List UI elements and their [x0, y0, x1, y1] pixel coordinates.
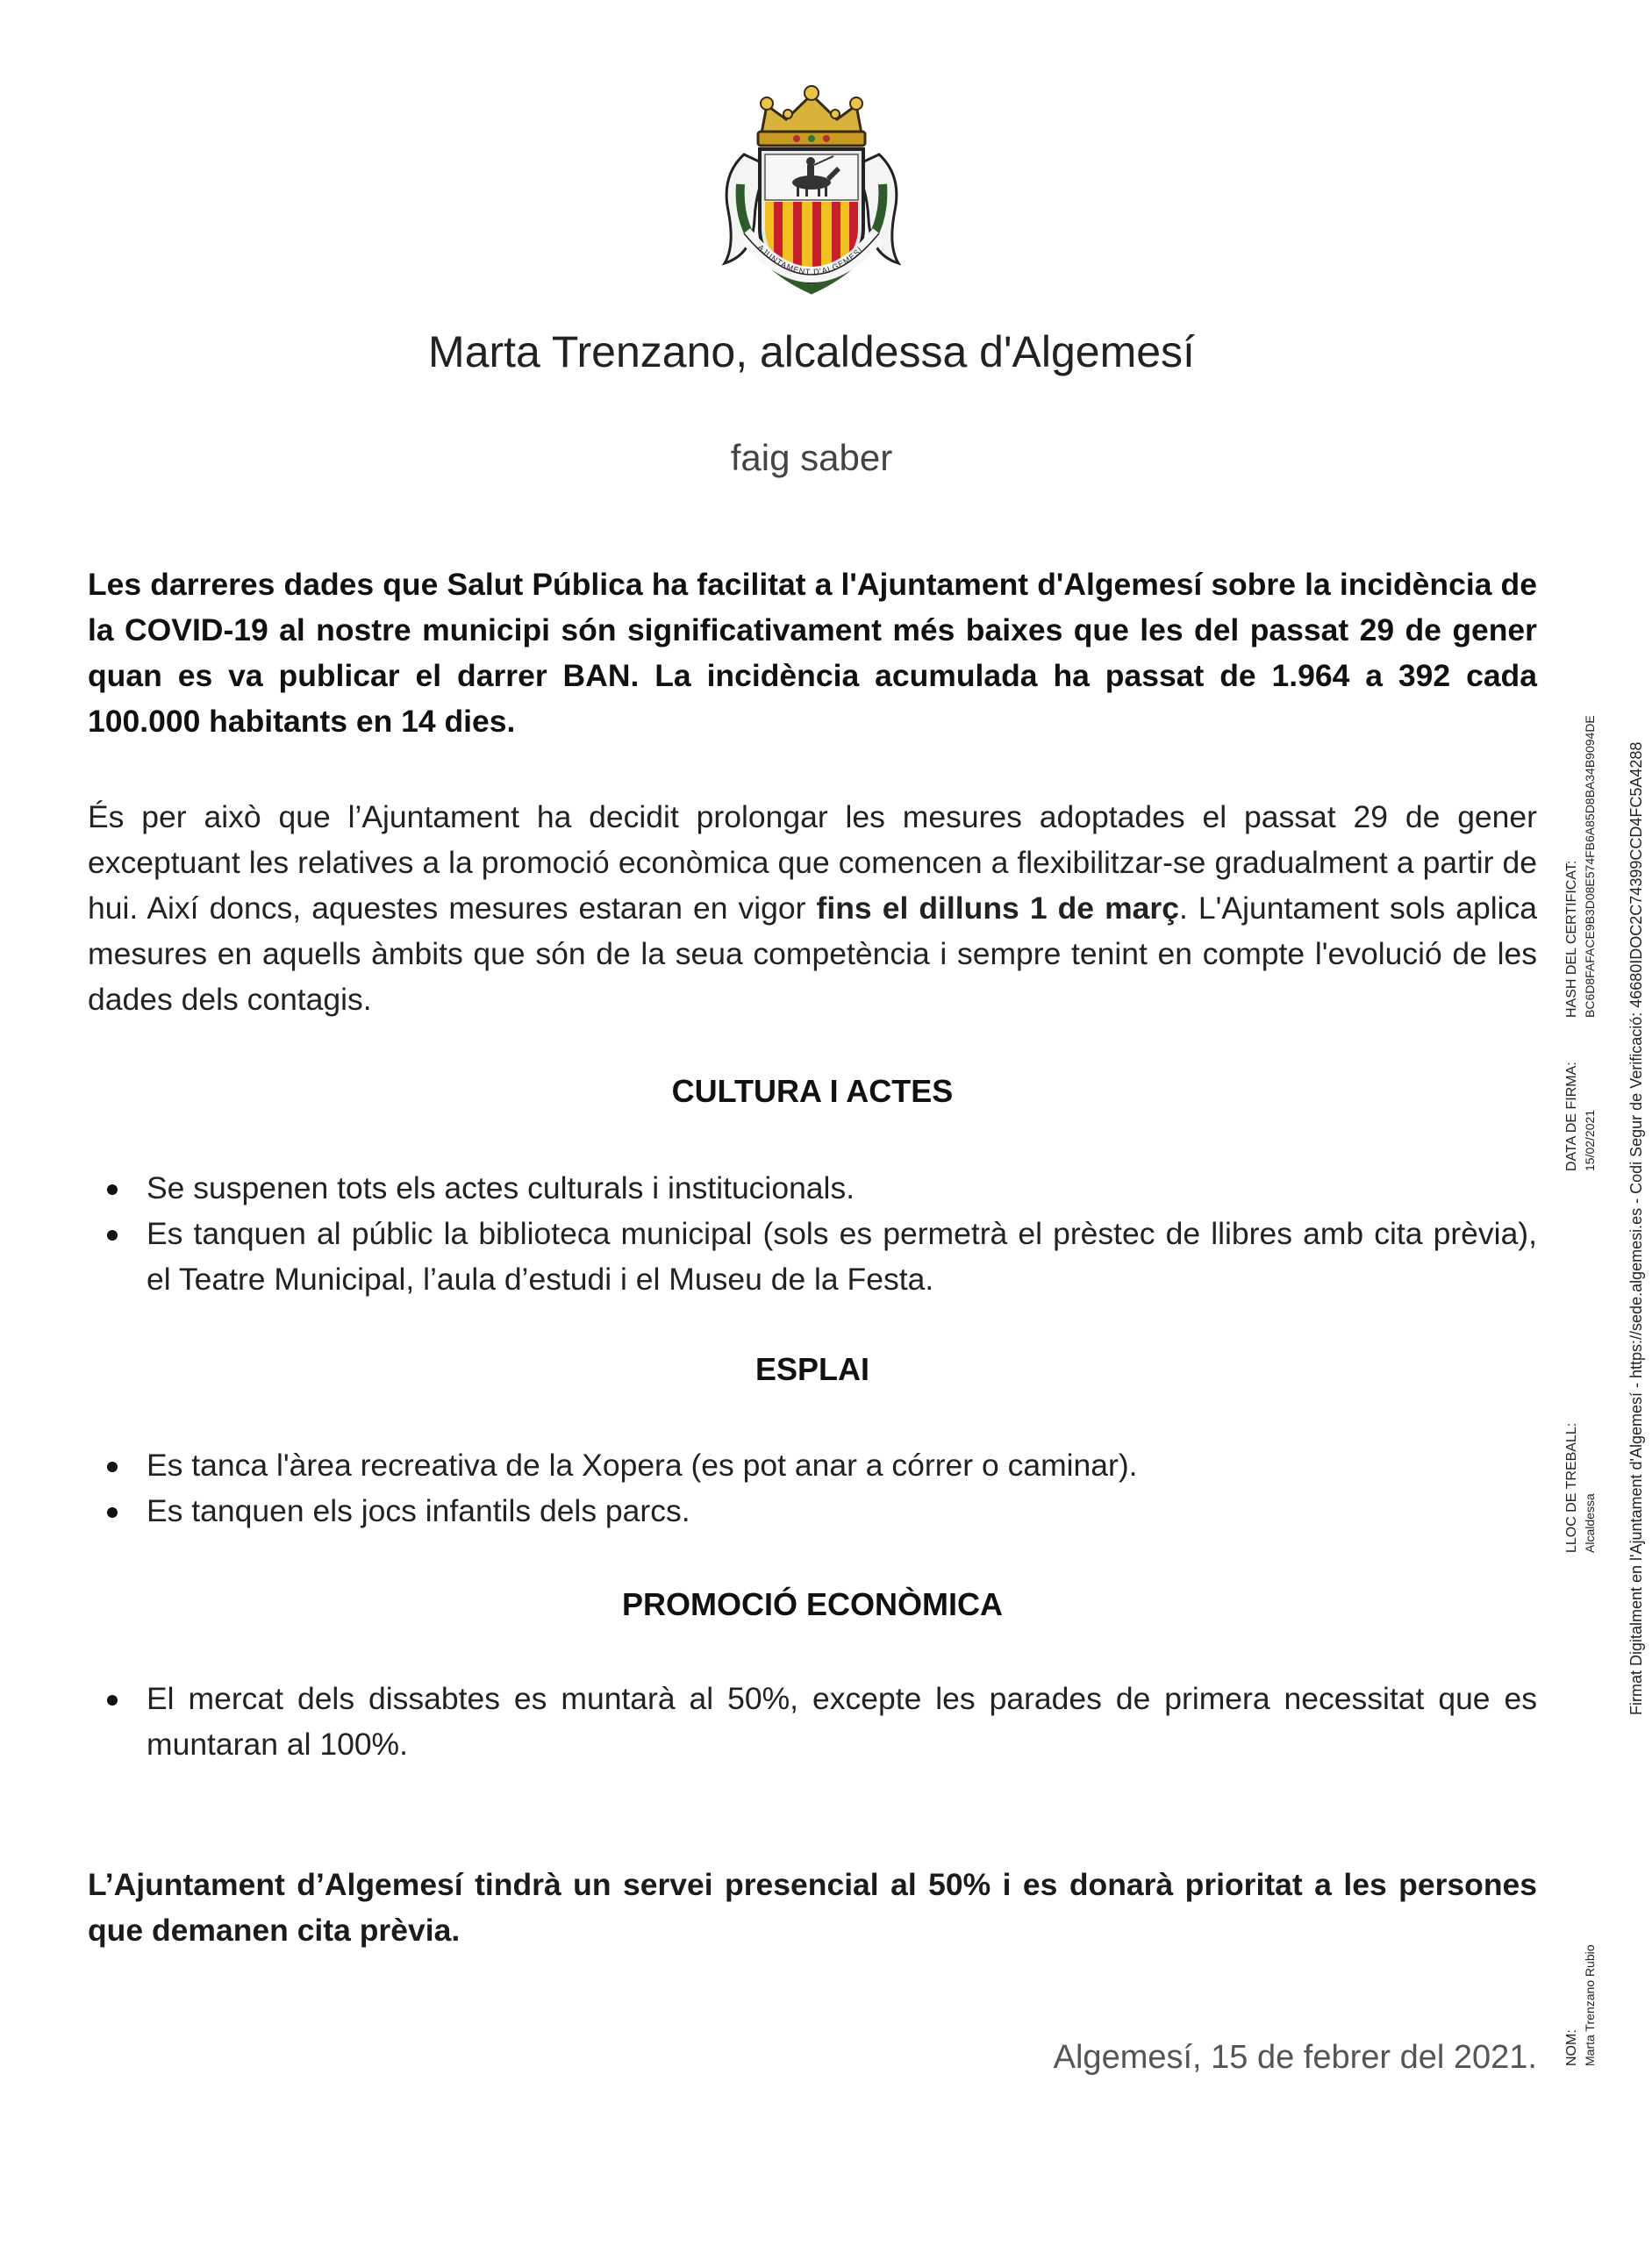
bullet-icon — [107, 1230, 118, 1241]
section-heading-promocio: PROMOCIÓ ECONÒMICA — [621, 1586, 1003, 1622]
list-item: Se suspenen tots els actes culturals i institucionals. — [88, 1165, 1537, 1211]
signature-hash-value: BC6D8FAFACE9B3D08E574FB6A85D8BA34B9094DE — [1583, 715, 1597, 1018]
section-heading-cultura: CULTURA I ACTES — [671, 1073, 954, 1109]
signature-lloc-label: LLOC DE TREBALL: — [1564, 1422, 1579, 1553]
list-item: El mercat dels dissabtes es muntarà al 50%, excepte les parades de primera necessitat que es muntaran al 100%. — [88, 1676, 1537, 1767]
bullet-icon — [107, 1462, 118, 1472]
section-heading-esplai: ESPLAI — [754, 1351, 870, 1387]
bullet-list-promocio — [88, 1676, 1537, 1767]
signature-nom-label: NOM: — [1564, 2029, 1579, 2066]
signature-nom-value: Marta Trenzano Rubio — [1583, 1944, 1597, 2066]
signature-data-value: 15/02/2021 — [1583, 1109, 1597, 1171]
list-item: Es tanquen els jocs infantils dels parcs. — [88, 1488, 1537, 1534]
coat-of-arms-logo — [709, 79, 914, 298]
paragraph-text: És per això que l’Ajuntament ha decidit prolongar les mesures adoptades el passat 29 de gener exceptuant les relatives a la promoció econòmica que comencen a flexibilitzar-se gradualment a partir de hui. Així doncs, aquestes mesures estaran en vigor — [88, 799, 1537, 926]
paragraph-highlight: fins el dilluns 1 de març — [816, 891, 1179, 926]
crown-icon — [758, 86, 865, 146]
signature-lloc-value: Alcaldessa — [1583, 1493, 1597, 1553]
list-item: Es tanca l'àrea recreativa de la Xopera (es pot anar a córrer o caminar). — [88, 1442, 1537, 1488]
page-subtitle: faig saber — [730, 437, 893, 478]
signature-data-label: DATA DE FIRMA: — [1564, 1062, 1579, 1171]
bullet-icon — [107, 1184, 118, 1195]
signature-hash-label: HASH DEL CERTIFICAT: — [1564, 860, 1579, 1018]
closing-paragraph: L’Ajuntament d’Algemesí tindrà un servei presencial al 50% i es donarà prioritat a les persones que demanen cita prèvia. — [88, 1867, 1537, 1948]
bullet-icon — [107, 1507, 118, 1518]
page-title: Marta Trenzano, alcaldessa d'Algemesí — [428, 327, 1195, 376]
bullet-list-cultura — [88, 1165, 1537, 1302]
document-date: Algemesí, 15 de febrer del 2021. — [1053, 2039, 1537, 2076]
bullet-list-esplai — [88, 1442, 1537, 1534]
paragraph-text-end: . L'Ajuntament sols aplica mesures en aquells àmbits que són de la seua competència i sempre tenint en compte l'evolució de les dades dels contagis. — [88, 891, 1537, 1017]
bullet-icon — [107, 1695, 118, 1706]
logo-ribbon-text: AJUNTAMENT D'ALGEMESÍ — [755, 242, 865, 277]
intro-paragraph: Les darreres dades que Salut Pública ha facilitat a l'Ajuntament d'Algemesí sobre la incidència de la COVID-19 al nostre municipi són significativament més baixes que les del passat 29 de gener quan es va publicar el darrer BAN. La incidència acumulada ha passat de 1.964 a 392 cada 100.000 habitants en 14 dies. — [88, 567, 1537, 739]
measures-paragraph — [88, 794, 1537, 1022]
signature-verification: Firmat Digitalment en l'Ajuntament d'Algemesí - https://sede.algemesi.es - Codi Segur de Verificació: 46680IDOC2C74399CCD4FC5A4288 — [1627, 741, 1645, 1715]
list-item: Es tanquen al públic la biblioteca municipal (sols es permetrà el prèstec de llibres amb cita prèvia), el Teatre Municipal, l’aula d’estudi i el Museu de la Festa. — [88, 1211, 1537, 1302]
